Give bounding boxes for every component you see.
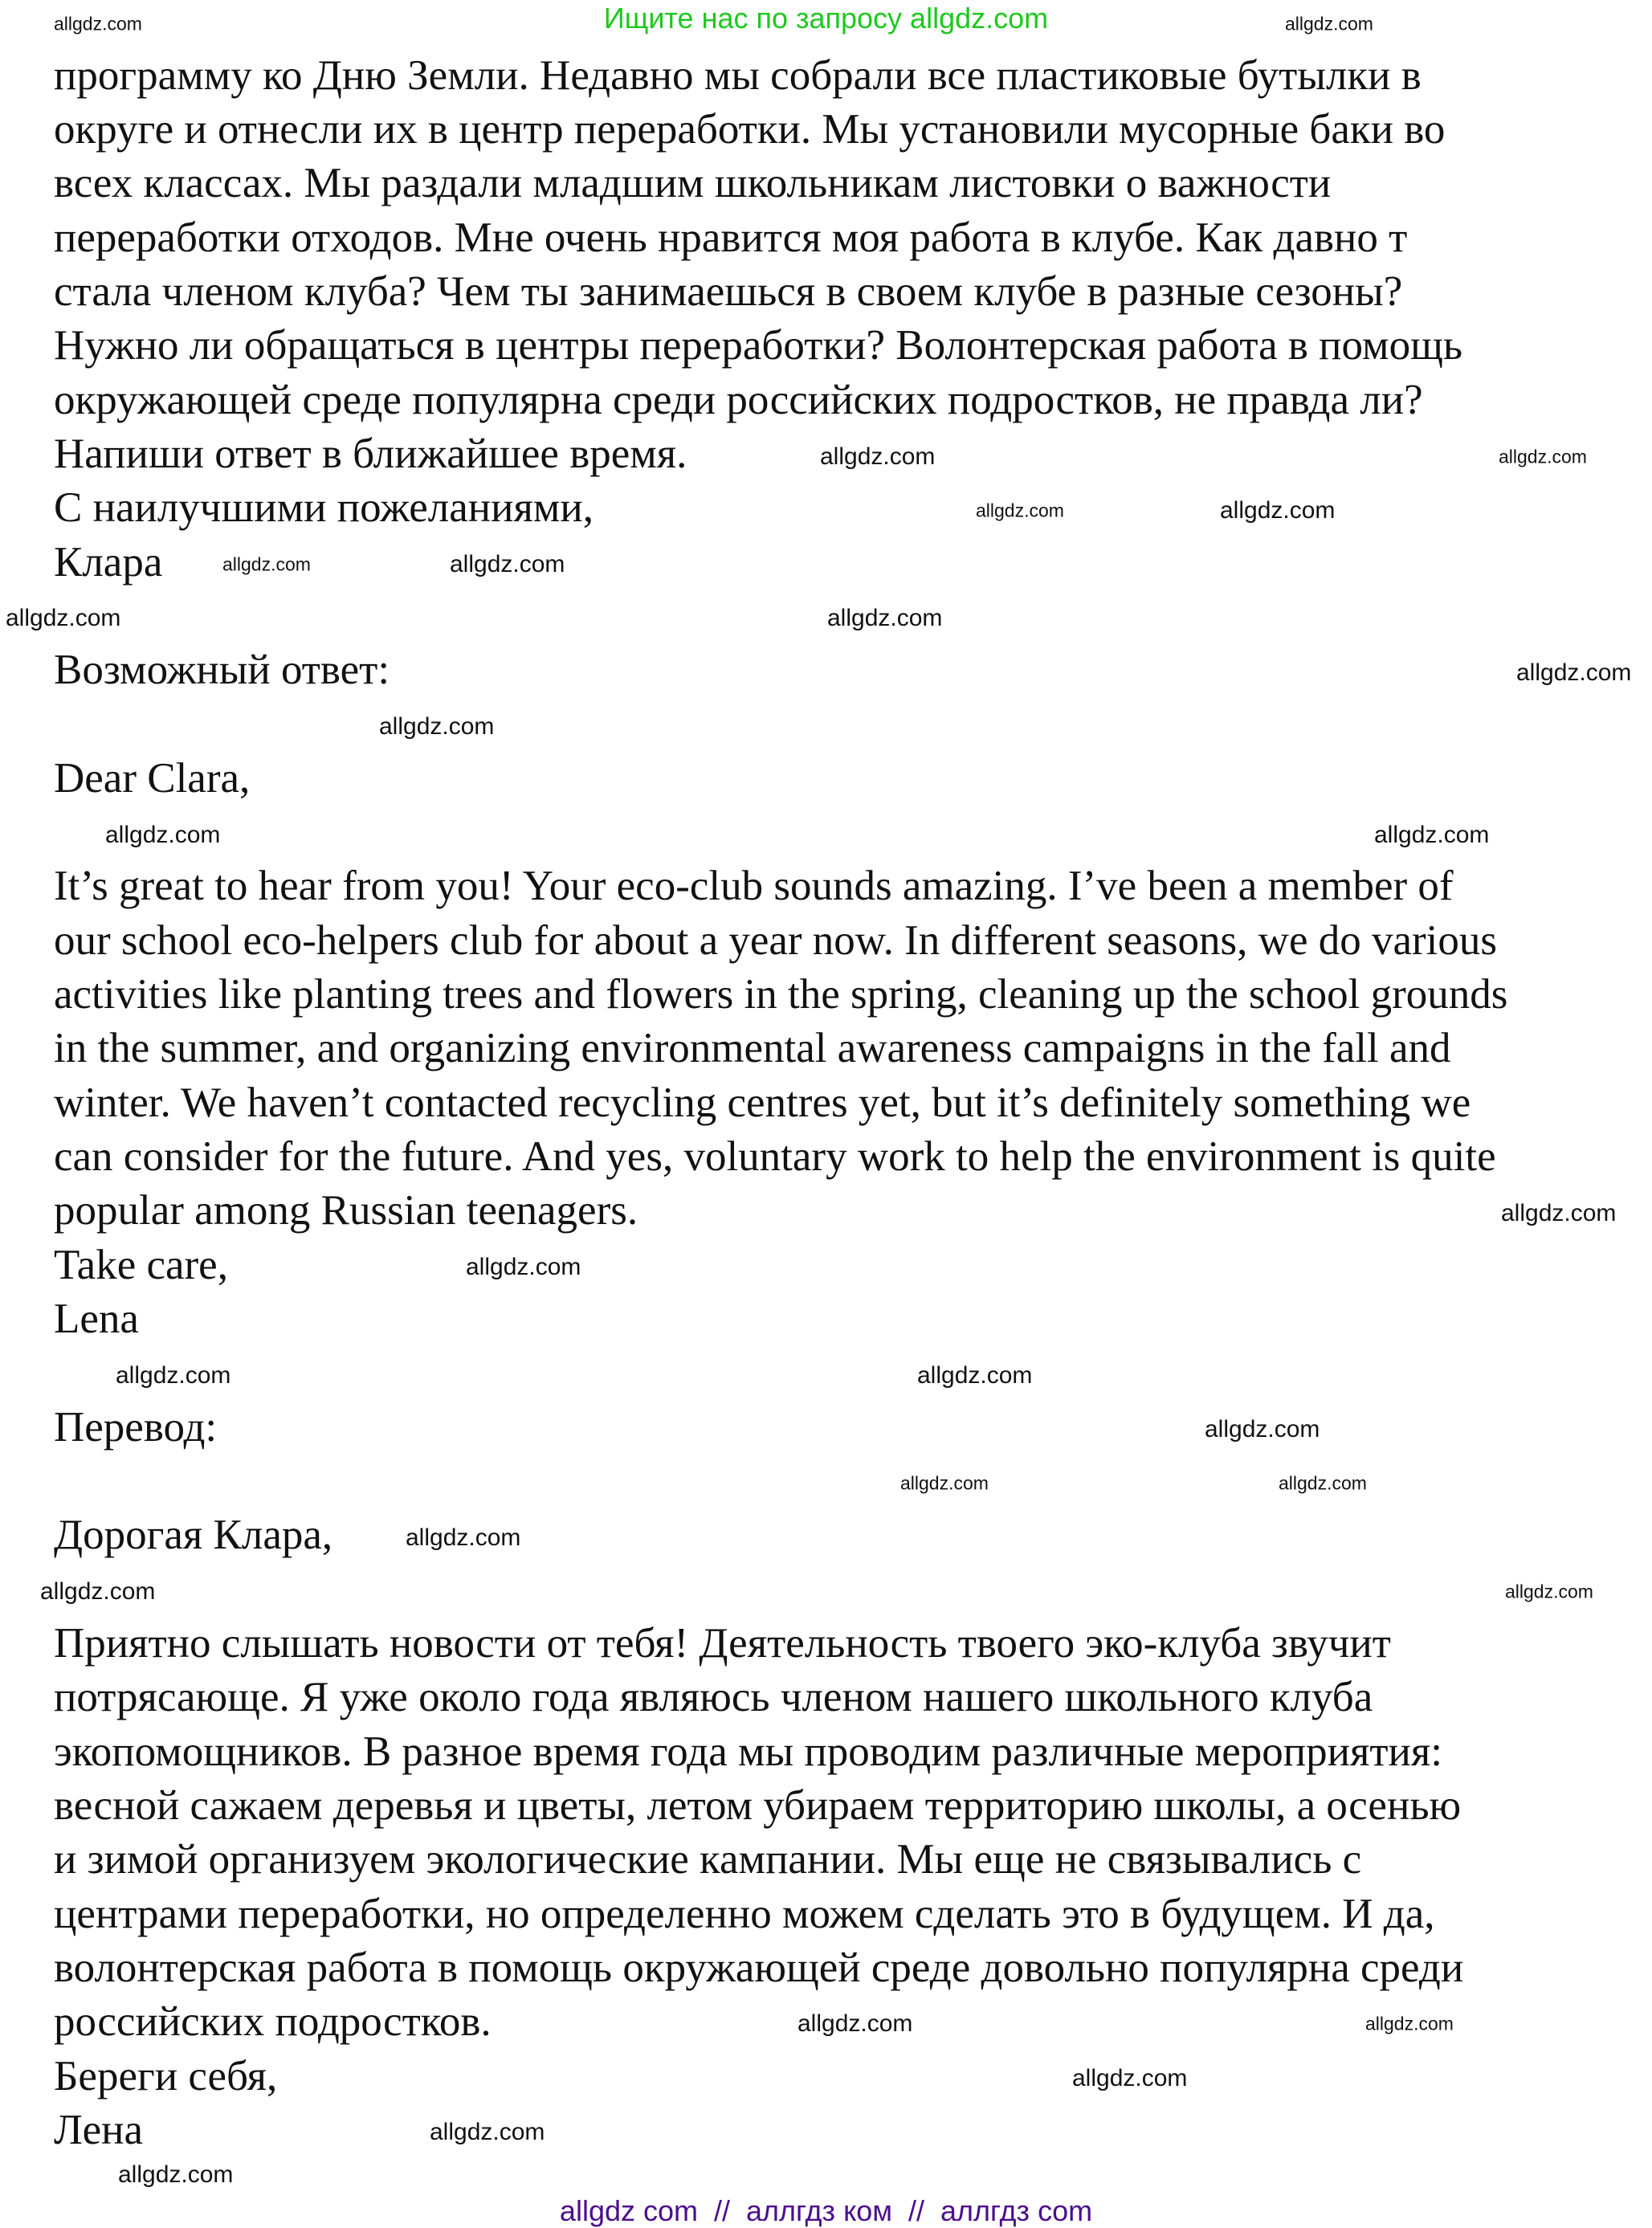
translation-heading: Перевод: [54, 1404, 218, 1451]
watermark: allgdz.com [116, 1362, 231, 1389]
watermark: allgdz.com [118, 2161, 234, 2188]
letter-line: стала членом клуба? Чем ты занимаешься в своем клубе в разные сезоны? [54, 268, 1403, 315]
translation-line: потрясающе. Я уже около года являюсь членом нашего школьного клуба [54, 1674, 1373, 1720]
watermark: allgdz.com [466, 1254, 581, 1280]
site-banner[interactable]: Ищите нас по запросу allgdz.com [603, 2, 1049, 35]
watermark: allgdz.com [1285, 13, 1373, 35]
watermark: allgdz.com [1501, 1200, 1617, 1226]
watermark: allgdz.com [820, 443, 936, 470]
watermark: allgdz.com [40, 1578, 156, 1605]
letter-line: Нужно ли обращаться в центры переработки? Волонтерская работа в помощь [54, 322, 1463, 369]
answer-heading: Возможный ответ: [54, 647, 390, 693]
translation-line: волонтерская работа в помощь окружающей среде довольно популярна среди [54, 1944, 1464, 1991]
watermark: allgdz.com [827, 605, 943, 631]
watermark: allgdz.com [54, 13, 142, 35]
watermark: allgdz.com [379, 713, 495, 740]
translation-line: российских подростков. [54, 1998, 492, 2045]
answer-closing: Take care, [54, 1242, 228, 1288]
watermark: allgdz.com [917, 1362, 1033, 1389]
watermark: allgdz.com [6, 605, 121, 631]
letter-line: округе и отнесли их в центр переработки. Мы установили мусорные баки во [54, 106, 1446, 153]
answer-line: in the summer, and organizing environmental awareness campaigns in the fall and [54, 1025, 1451, 1071]
letter-line: программу ко Дню Земли. Недавно мы собрали все пластиковые бутылки в [54, 52, 1422, 99]
answer-line: popular among Russian teenagers. [54, 1187, 638, 1234]
watermark: allgdz.com [1205, 1416, 1320, 1442]
watermark: allgdz.com [105, 822, 221, 848]
translation-line: экопомощников. В разное время года мы проводим различные мероприятия: [54, 1728, 1442, 1775]
letter-closing: С наилучшими пожеланиями, [54, 484, 593, 531]
answer-greeting: Dear Clara, [54, 755, 251, 802]
answer-line: activities like planting trees and flowers in the spring, cleaning up the school grounds [54, 971, 1508, 1018]
watermark: allgdz.com [430, 2119, 545, 2145]
watermark: allgdz.com [1499, 446, 1587, 467]
watermark: allgdz.com [1072, 2065, 1188, 2091]
answer-line: can consider for the future. And yes, voluntary work to help the environment is quite [54, 1133, 1496, 1180]
watermark: allgdz.com [1516, 659, 1632, 686]
watermark: allgdz.com [1365, 2013, 1454, 2034]
translation-line: и зимой организуем экологические кампании. Мы еще не связывались с [54, 1836, 1362, 1883]
watermark: allgdz.com [976, 500, 1064, 521]
answer-line: winter. We haven’t contacted recycling centres yet, but it’s definitely something we [54, 1079, 1471, 1126]
watermark: allgdz.com [406, 1524, 521, 1551]
translation-line: Приятно слышать новости от тебя! Деятельность твоего эко-клуба звучит [54, 1620, 1391, 1667]
translation-closing: Береги себя, [54, 2053, 278, 2099]
translation-line: центрами переработки, но определенно можем сделать это в будущем. И да, [54, 1891, 1435, 1937]
answer-signature: Lena [54, 1296, 139, 1342]
watermark: allgdz.com [222, 553, 311, 575]
watermark: allgdz.com [797, 2010, 913, 2037]
watermark: allgdz.com [900, 1472, 989, 1494]
answer-line: our school eco-helpers club for about a year now. In different seasons, we do various [54, 917, 1498, 964]
watermark: allgdz.com [1505, 1581, 1593, 1602]
letter-line: окружающей среде популярна среди российских подростков, не правда ли? [54, 377, 1423, 423]
watermark: allgdz.com [1374, 822, 1490, 848]
letter-line: всех классах. Мы раздали младшим школьникам листовки о важности [54, 160, 1332, 206]
site-footer[interactable]: allgdz com // аллгдз ком // аллгдз com [559, 2194, 1093, 2227]
translation-signature: Лена [54, 2107, 143, 2153]
watermark: allgdz.com [1220, 497, 1336, 524]
letter-line: Напиши ответ в ближайшее время. [54, 431, 687, 477]
letter-line: переработки отходов. Мне очень нравится моя работа в клубе. Как давно т [54, 214, 1408, 261]
translation-greeting: Дорогая Клара, [54, 1512, 333, 1558]
letter-signature: Клара [54, 539, 163, 586]
watermark: allgdz.com [1279, 1472, 1367, 1494]
answer-line: It’s great to hear from you! Your eco-club sounds amazing. I’ve been a member of [54, 863, 1454, 909]
watermark: allgdz.com [450, 551, 565, 577]
translation-line: весной сажаем деревья и цветы, летом убираем территорию школы, а осенью [54, 1782, 1462, 1829]
